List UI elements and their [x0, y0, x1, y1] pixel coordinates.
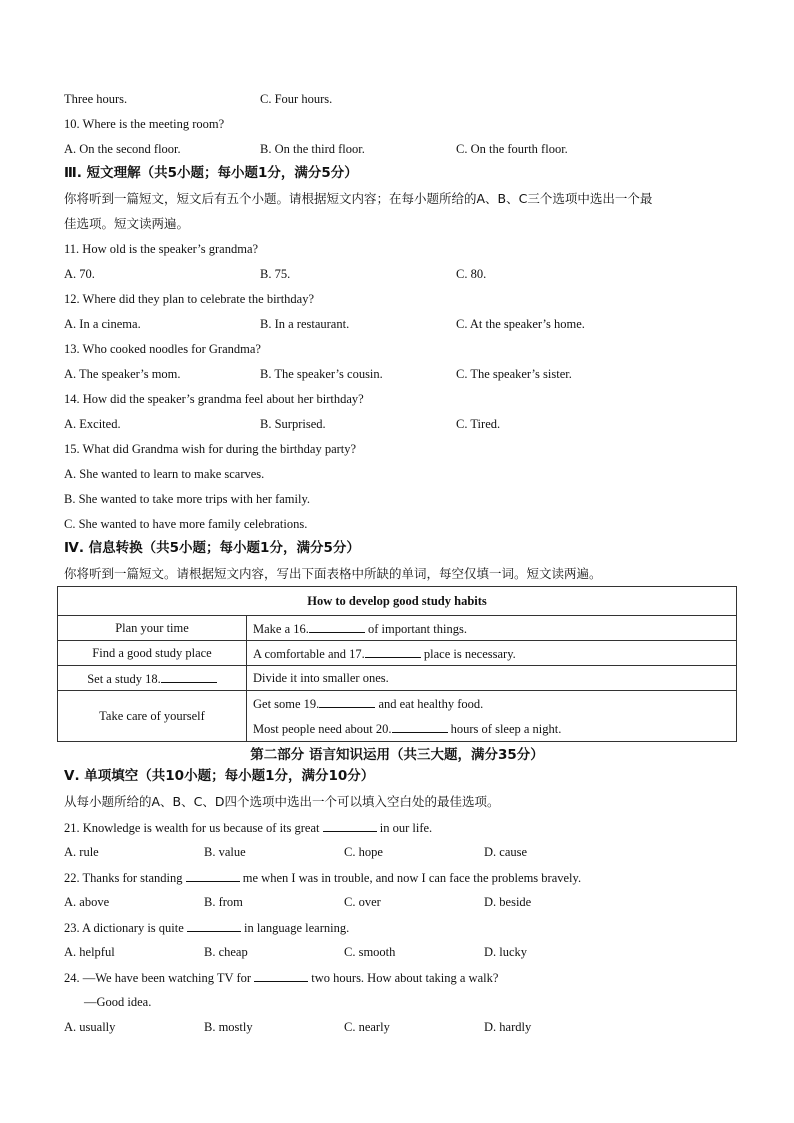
q21-blank[interactable] — [323, 819, 377, 832]
q15-stem: 15. What did Grandma wish for during the birthday party? — [64, 442, 357, 456]
q21-stem-post: in our life. — [376, 821, 433, 835]
table-row — [58, 616, 737, 641]
q23-option-b: B. cheap — [204, 945, 248, 959]
section4-instruction: 你将听到一篇短文。请根据短文内容，写出下面表格中所缺的单词，每空仅填一词。短文读两遍。 — [64, 566, 602, 581]
q16-text-post: of important things. — [364, 621, 467, 636]
q24-option-d: D. hardly — [484, 1020, 532, 1034]
table-cell-take-care: Take care of yourself — [58, 691, 247, 742]
table-cell-plan-time: Plan your time — [58, 616, 247, 641]
q11-option-a: A. 70. — [64, 267, 95, 281]
q12-option-b: B. In a restaurant. — [260, 317, 350, 331]
q24-blank[interactable] — [254, 969, 308, 982]
q13-option-b: B. The speaker’s cousin. — [260, 367, 383, 381]
q20-text-post: hours of sleep a night. — [447, 722, 562, 736]
q15-option-c: C. She wanted to have more family celebrations. — [64, 517, 308, 531]
q13-stem: 13. Who cooked noodles for Grandma? — [64, 342, 261, 356]
q23-blank[interactable] — [187, 919, 241, 932]
q24-stem-post: two hours. How about taking a walk? — [308, 971, 499, 985]
q24-reply: —Good idea. — [84, 995, 152, 1009]
q11-option-c: C. 80. — [456, 267, 487, 281]
q9-option-b: Three hours. — [64, 92, 128, 106]
q23-option-c: C. smooth — [344, 945, 396, 959]
part2-heading: 第二部分 语言知识运用（共三大题，满分35分） — [250, 747, 544, 763]
table-cell-q18 — [58, 666, 247, 691]
q18-text-pre: Set a study 18. — [87, 671, 161, 686]
q11-option-b: B. 75. — [260, 267, 291, 281]
q16-text-pre: Make a 16. — [253, 621, 309, 636]
table-row — [58, 691, 737, 717]
table-cell-q17 — [247, 641, 737, 666]
table-row — [58, 641, 737, 666]
q10-option-c: C. On the fourth floor. — [456, 142, 568, 156]
q15-option-a: A. She wanted to learn to make scarves. — [64, 467, 265, 481]
q14-option-c: C. Tired. — [456, 417, 501, 431]
q22-option-c: C. over — [344, 895, 381, 909]
q23-stem — [64, 919, 349, 936]
q13-option-a: A. The speaker’s mom. — [64, 367, 181, 381]
q22-stem-pre: 22. Thanks for standing — [64, 871, 186, 885]
q10-stem: 10. Where is the meeting room? — [64, 117, 225, 131]
q17-blank[interactable] — [365, 645, 421, 658]
q18-blank[interactable] — [161, 670, 217, 683]
q23-option-a: A. helpful — [64, 945, 115, 959]
q13-option-c: C. The speaker’s sister. — [456, 367, 572, 381]
q16-blank[interactable] — [309, 620, 365, 633]
table-cell-q16 — [247, 616, 737, 641]
table-row — [58, 666, 737, 691]
q21-option-d: D. cause — [484, 845, 528, 859]
q22-option-d: D. beside — [484, 895, 532, 909]
q22-stem-post: me when I was in trouble, and now I can face the problems bravely. — [239, 871, 582, 885]
table-title: How to develop good study habits — [58, 587, 737, 616]
section3-instruction-2: 佳选项。短文读两遍。 — [64, 216, 190, 231]
q22-option-a: A. above — [64, 895, 110, 909]
section3-instruction-1: 你将听到一篇短文，短文后有五个小题。请根据短文内容；在每小题所给的A、B、C三个选项中选出一个最 — [64, 191, 653, 206]
q14-option-b: B. Surprised. — [260, 417, 326, 431]
q15-option-b: B. She wanted to take more trips with her family. — [64, 492, 311, 506]
q9-option-c: C. Four hours. — [260, 92, 333, 106]
q22-blank[interactable] — [186, 869, 240, 882]
q14-option-a: A. Excited. — [64, 417, 121, 431]
q22-option-b: B. from — [204, 895, 243, 909]
q12-option-a: A. In a cinema. — [64, 317, 141, 331]
q24-stem-pre: 24. —We have been watching TV for — [64, 971, 255, 985]
q21-option-a: A. rule — [64, 845, 99, 859]
q10-option-a: A. On the second floor. — [64, 142, 181, 156]
table-cell-divide: Divide it into smaller ones. — [247, 666, 737, 691]
q19-text-post: and eat healthy food. — [375, 697, 484, 711]
q14-stem: 14. How did the speaker’s grandma feel about her birthday? — [64, 392, 364, 406]
section5-heading: Ⅴ. 单项填空（共10小题；每小题1分，满分10分） — [64, 768, 375, 784]
q20-blank[interactable] — [392, 720, 448, 733]
q21-stem-pre: 21. Knowledge is wealth for us because of its great — [64, 821, 323, 835]
q20-text-pre: Most people need about 20. — [253, 722, 392, 736]
section3-heading: Ⅲ. 短文理解（共5小题；每小题1分，满分5分） — [64, 165, 358, 181]
q10-option-b: B. On the third floor. — [260, 142, 365, 156]
q17-text-pre: A comfortable and 17. — [253, 646, 365, 661]
q23-stem-post: in language learning. — [240, 921, 350, 935]
table-cell-study-place: Find a good study place — [58, 641, 247, 666]
q23-stem-pre: 23. A dictionary is quite — [64, 921, 187, 935]
q17-text-post: place is necessary. — [420, 646, 516, 661]
q19-text-pre: Get some 19. — [253, 697, 320, 711]
q21-option-c: C. hope — [344, 845, 383, 859]
q12-stem: 12. Where did they plan to celebrate the birthday? — [64, 292, 315, 306]
q23-option-d: D. lucky — [484, 945, 528, 959]
q22-stem — [64, 869, 581, 886]
section5-instruction: 从每小题所给的A、B、C、D四个选项中选出一个可以填入空白处的最佳选项。 — [64, 794, 500, 809]
table-cell-q20 — [247, 716, 737, 742]
q19-blank[interactable] — [319, 695, 375, 708]
q12-option-c: C. At the speaker’s home. — [456, 317, 585, 331]
info-table — [57, 586, 737, 742]
q24-stem — [64, 969, 498, 986]
q11-stem: 11. How old is the speaker’s grandma? — [64, 242, 259, 256]
q21-stem — [64, 819, 432, 836]
q24-option-c: C. nearly — [344, 1020, 390, 1034]
q21-option-b: B. value — [204, 845, 246, 859]
q24-option-a: A. usually — [64, 1020, 116, 1034]
section4-heading: Ⅳ. 信息转换（共5小题；每小题1分，满分5分） — [64, 540, 360, 556]
table-cell-q19 — [247, 691, 737, 717]
q24-option-b: B. mostly — [204, 1020, 253, 1034]
